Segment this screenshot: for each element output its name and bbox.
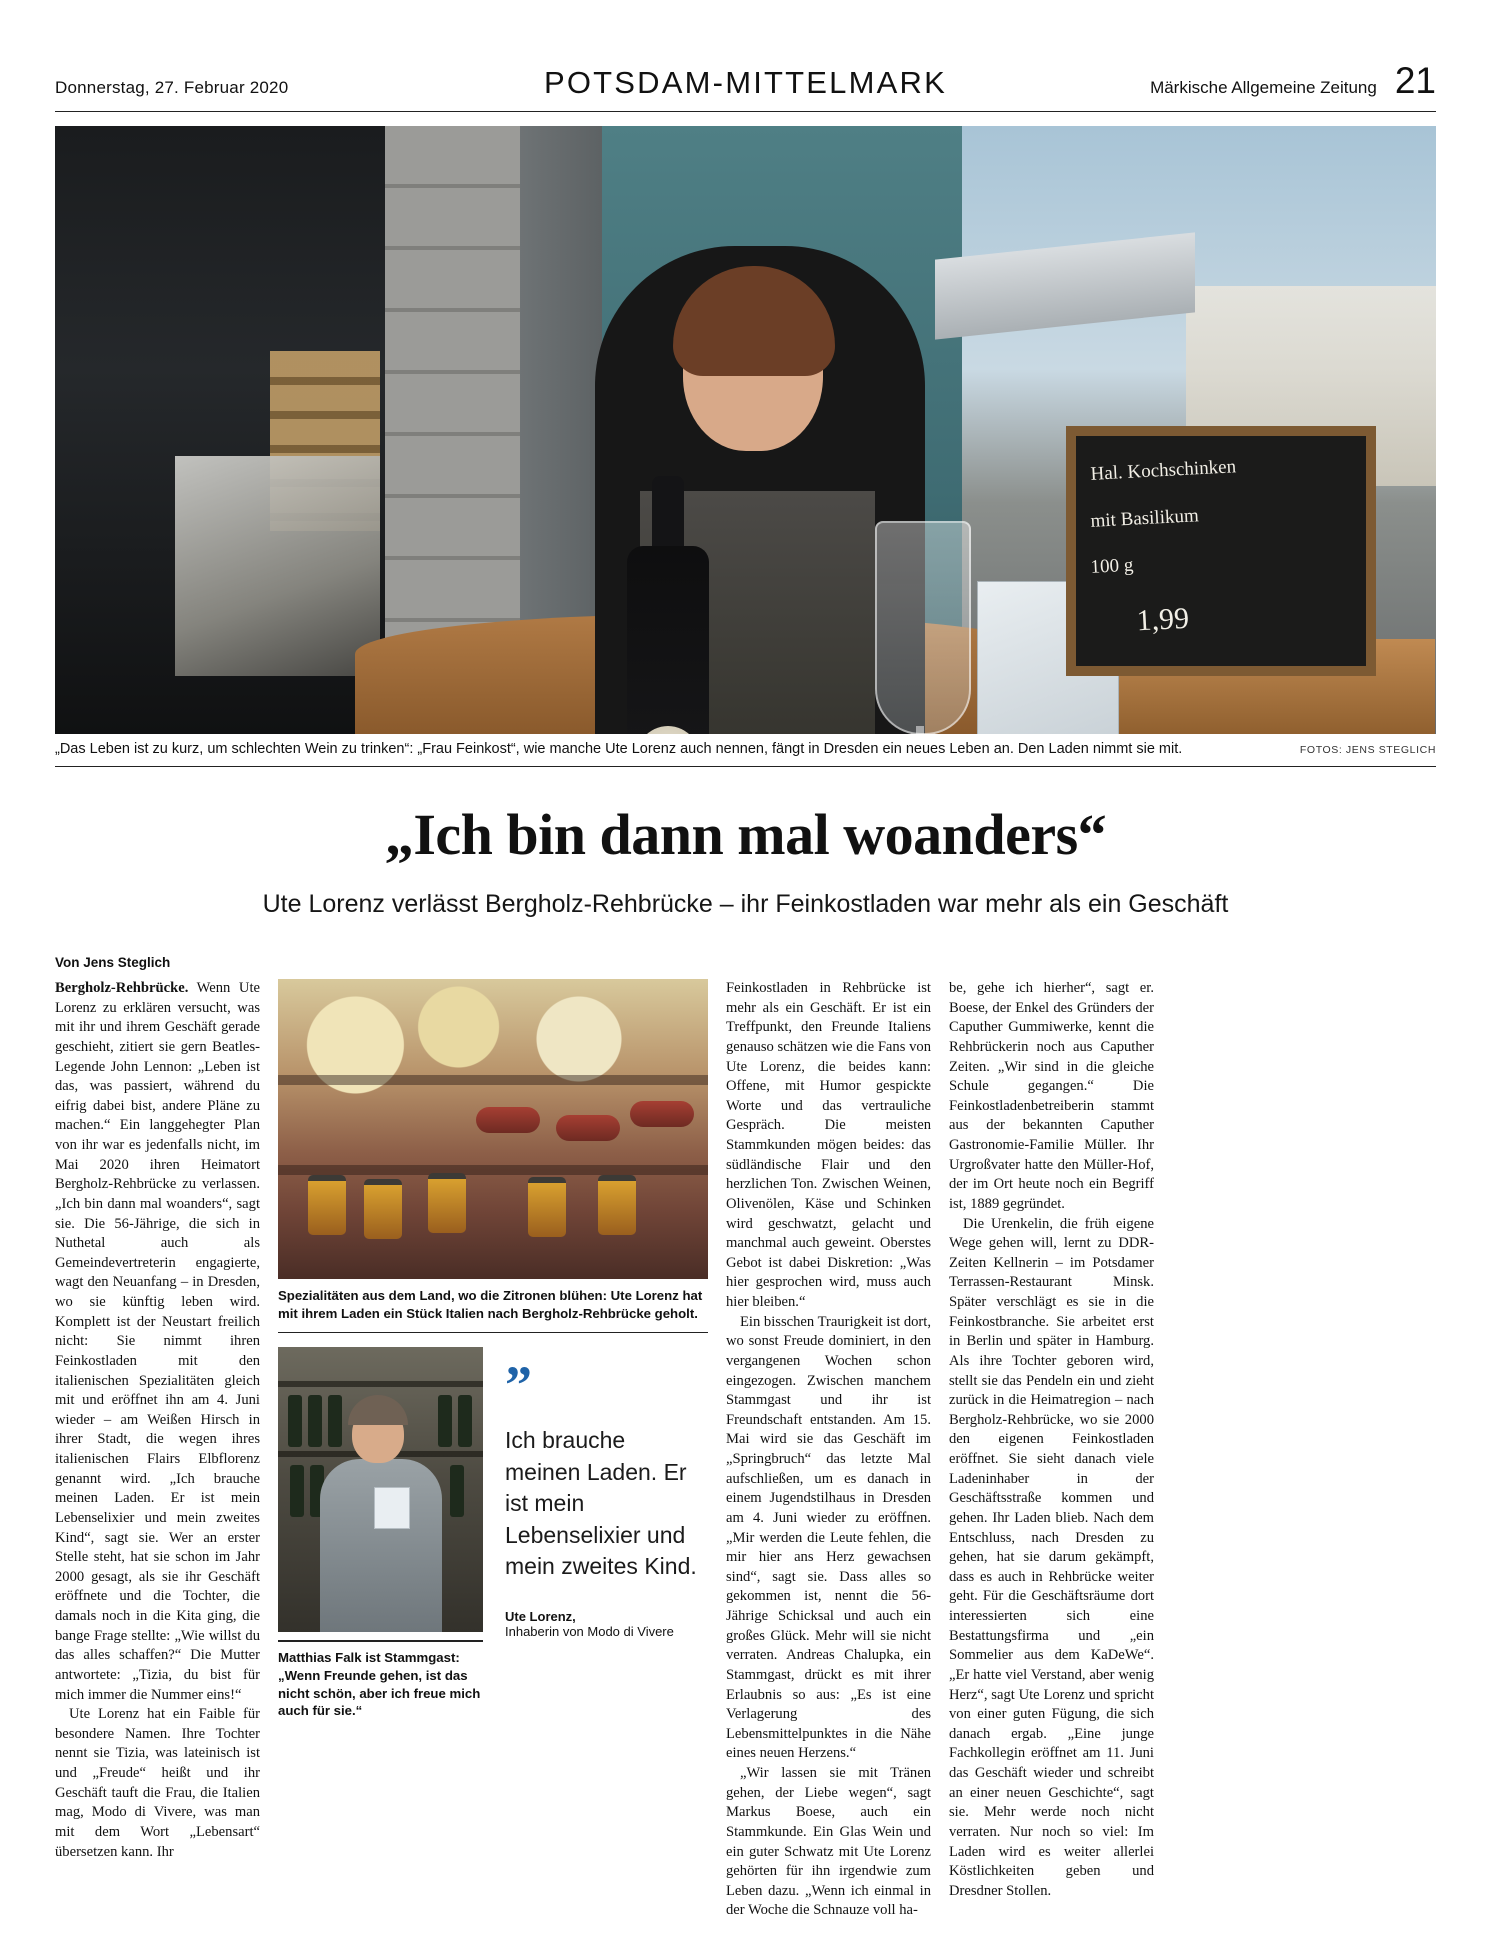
page-subtitle: Ute Lorenz verlässt Bergholz-Rehbrücke – ihr Feinkostladen war mehr als ein Geschäft [262,890,1229,918]
chalkboard-line-1: Hal. Kochschinken [1090,456,1237,485]
paragraph: Ute Lorenz hat ein Faible für besondere Namen. Ihre Tochter nennt sie Tizia, was lateinisch ist und „Freude“ heißt und ihr Geschäft tauft die Frau, die Italien mag, Modo di Vivere, was man mit dem Wort „Lebensart“ übersetzen kann. Ihr [55,1706,260,1860]
hero-wine-glass-stem [916,726,924,734]
paragraph: be, gehe ich hierher“, sagt er. Boese, der Enkel des Gründers der Caputher Gummiwerke, kennt die Rehbrückerin noch aus Caputher Zeiten. „Wir sind in die gleiche Schule gegangen.“ Die Feinkostladenbetreiberin stammt aus der bekannten Caputher Gastronomie-Familie Müller. Ihr Urgroßvater hatte den Müller-Hof, der im Ort heute noch ein Begriff ist, 1889 gegründet. [949,980,1154,1212]
byline: Von Jens Steglich [55,955,171,970]
hero-chalkboard [1066,426,1376,676]
page-number: 21 [1394,60,1436,101]
paragraph: Bergholz-Rehbrücke. Wenn Ute Lorenz zu erklären versucht, was mit ihr und ihrem Geschäft gerade geschieht, zitiert sie gern Beatles-Legende John Lennon: „Leben ist das, was passiert, während du eifrig dabei bist, andere Pläne zu machen.“ Ein langgehegter Plan von ihr war es jedenfalls nicht, im Mai 2020 ihren Heimatort Bergholz-Rehbrücke zu verlassen. „Ich bin dann mal woanders“, sagt sie. Die 56-Jährige, die sich in Nuthetal auch als Gemeindevertreterin engagierte, wagt den Neuanfang – in Dresden, wo sie künftig leben wird. Komplett ist der Neustart freilich nicht: Sie nimmt ihren Feinkostladen mit den italienischen Spezialitäten gleich mit und eröffnet ihn am 4. Juni wieder – am Weißen Hirsch in ihrer Stadt, die wegen ihres italienischen Flairs Elbflorenz genannt wird. „Ich brauche meinen Laden. Er ist mein Lebenselixier und mein zweites Kind“, sagt sie. Wer an erster Stelle steht, hat sie schon im Jahr 2000 gesagt, als sie ihr Geschäft eröffnete und die Tochter, die damals noch in die Kita ging, die bange Frage stellte: „Wie willst du das alles schaffen?“ Die Mutter antwortete: „Tizia, du bist für mich immer die Nummer eins!“ [55,980,260,1703]
paragraph: Die Urenkelin, die früh eigene Wege gehen will, lernt zu DDR-Zeiten Kellnerin – im Potsdamer Terrassen-Restaurant Minsk. Später verschlägt es sie in die Feinkostbranche. Sie arbeitet erst in Berlin und später in Hamburg. Als ihre Tochter geboren wird, stellt sie das Pendeln ein und zieht zurück in die Heimatregion – nach Bergholz-Rehbrücke, wo sie 2000 den eigenen Feinkostladen eröffnet. Sie sieht danach viele Ladeninhaber in der Geschäftsstraße kommen und gehen. Ihr Laden blieb. Nach dem Entschluss, nach Dresden zu gehen, hat sie darum gekämpft, dass es auch in Rehbrücke weiter geht. Für die Geschäftsräume dort interessierten sich eine Bestattungsfirma und „ein Sommelier aus dem KaDeWe“. „Er hatte viel Verstand, aber wenig Herz“, sagt Ute Lorenz und spricht von einer guten Fügung, die sich danach ergab. „Eine junge Fachkollegin eröffnet am 11. Juni das Geschäft wieder und schreibt an einer neuen Geschichte“, sagt sie. Mehr werde noch nicht verraten. Nur noch so viel: Im Laden wird es weiter allerlei Köstlichkeiten geben und Dresdner Stollen. [949,1215,1154,1899]
hero-caption-row [55,734,1436,767]
stammgast-portrait-photo [278,1347,483,1632]
portrait-block [278,1333,483,1720]
pullquote [501,1355,706,1639]
hero-wine-bottle [627,546,709,734]
section-title: POTSDAM-MITTELMARK [543,65,947,100]
hero-photo [55,126,1436,734]
article-columns [55,979,1436,1921]
portrait-body [320,1459,442,1632]
article-column-1 [55,979,260,1921]
hero-caption: „Das Leben ist zu kurz, um schlechten Wein zu trinken“: „Frau Feinkost“, wie manche Ute Lorenz auch nennen, fängt in Dresden ein neues Leben an. Den Laden nimmt sie mit. [55,741,1183,757]
hero-wine-glass [875,521,971,734]
pullquote-text: Ich brauche meinen Laden. Er ist mein Lebenselixier und mein zweites Kind. [505,1427,697,1580]
portrait-cup [374,1487,410,1529]
paragraph: Feinkostladen in Rehbrücke ist mehr als ein Geschäft. Er ist ein Treffpunkt, den Freunde Italiens genauso schätzen wie die Fans von Ute Lorenz, die beides kann: Offene, mit Humor gespickte Worte und das vertrauliche Gespräch. Die meisten Stammkunden mögen beides: das südländische Flair und den herzlichen Ton. Zwischen Weinen, Olivenölen, Käse und Schinken wird geschwatzt, gelacht und manchmal auch geweint. Oberstes Gebot ist dabei Diskretion: „Was hier gesprochen wird, muss auch hier bleiben.“ [726,980,931,1310]
article-column-5 [949,979,1154,1921]
paragraph: Ein bisschen Traurigkeit ist dort, wo sonst Freude dominiert, in den vergangenen Wochen schon eingezogen. Zwischen manchem Stammgast und ihr ist Freundschaft entstanden. Am 15. Mai wird sie das Geschäft im „Springbruch“ das letzte Mal aufschließen, um es danach in einem Jugendstilhaus in Dresden am 4. Juni wieder zu eröffnen. „Mir werden die Leute fehlen, die mir hier ans Herz gewachsen sind“, sagt sie. Dass alles so gekommen ist, nennt die 56-Jährige Schicksal und auch ein großes Glück. Mehr will sie nicht verraten. Andreas Chalupka, ein Stammgast, drückt es mit ihrer Erlaubnis so aus: „Es ist eine Verlagerung des Lebensmittelpunktes in die Nähe eines neuen Herzens.“ [726,1313,931,1762]
deli-counter-photo [278,979,708,1279]
publication-name: Märkische Allgemeine Zeitung [1150,78,1377,97]
pullquote-role: Inhaberin von Modo di Vivere [505,1623,674,1639]
quote-mark-icon: ” [505,1355,529,1416]
chalkboard-line-3: 100 g [1090,554,1134,578]
chalkboard-price: 1,99 [1135,601,1190,637]
paragraph: „Wir lassen sie mit Tränen gehen, der Liebe wegen“, sagt Markus Boese, auch ein Stammkunde. Ein Glas Wein und ein guter Schwatz mit Ute Lorenz gehörten für ihn irgendwie zum Leben dazu. „Wenn ich einmal in der Woche die Schnauze voll ha- [726,1765,931,1919]
page-title: „Ich bin dann mal woanders“ [384,802,1107,867]
photo-credit: FOTOS: JENS STEGLICH [1299,744,1436,756]
masthead [55,0,1436,107]
masthead-divider [55,111,1436,112]
portrait-photo-caption: Matthias Falk ist Stammgast: „Wenn Freunde gehen, ist das nicht schön, aber ich freue mich auch für sie.“ [278,1640,483,1720]
article-column-2 [278,979,708,1921]
pullquote-attribution: Ute Lorenz, [505,1608,576,1624]
pullquote-block [501,1333,706,1720]
deli-photo-caption: Spezialitäten aus dem Land, wo die Zitronen blühen: Ute Lorenz hat mit ihrem Laden ein Stück Italien nach Bergholz-Rehbrücke geholt. [278,1287,708,1333]
masthead-right [1106,62,1436,99]
masthead-date: Donnerstag, 27. Februar 2020 [55,78,289,97]
portrait-hair [348,1395,408,1425]
article-column-4 [726,979,931,1921]
chalkboard-line-2: mit Basilikum [1090,504,1200,532]
hero-shop-window-display [175,456,380,676]
